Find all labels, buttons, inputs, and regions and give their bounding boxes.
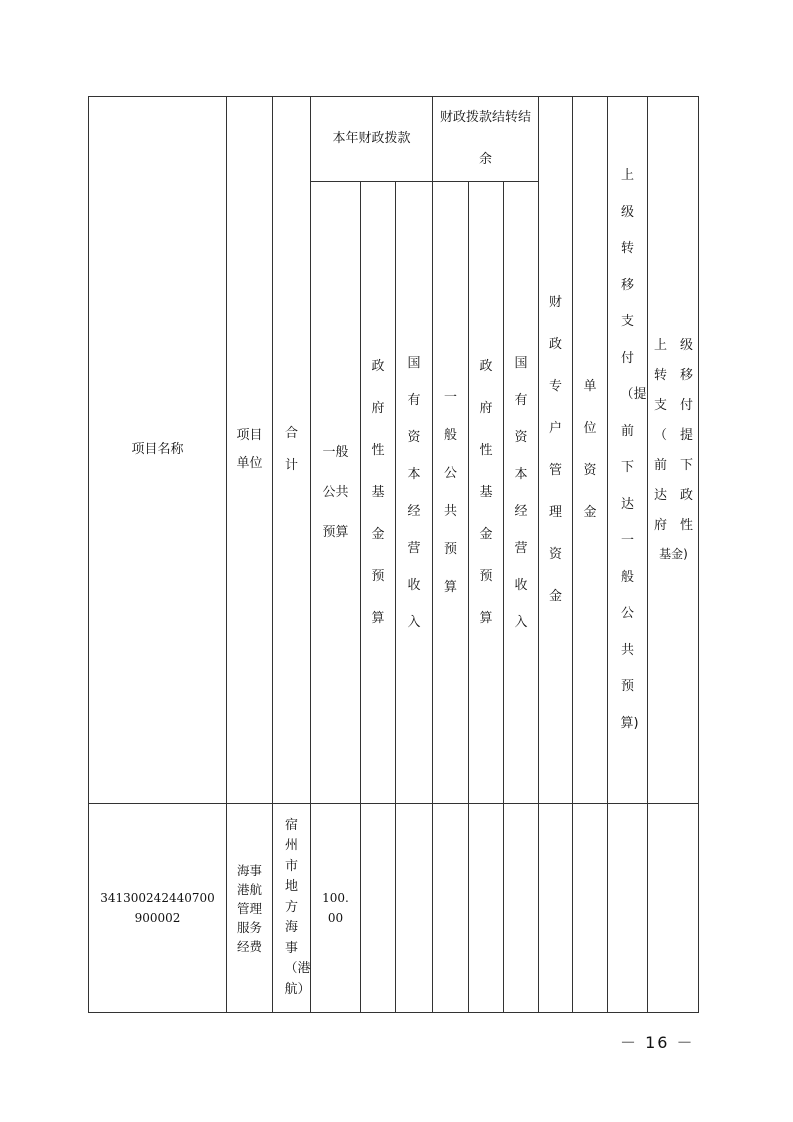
header-transfer-fund bbox=[648, 97, 699, 803]
header-transfer-fund-last: 基金) bbox=[659, 547, 688, 561]
header-unit-funds: 单位资金 bbox=[583, 379, 597, 520]
header-total bbox=[273, 97, 310, 803]
header-transfer-general: 上级转移支付（提前下达一般公共预算) bbox=[620, 168, 647, 731]
header-general-public-budget-text: 一般公共预算 bbox=[322, 444, 349, 540]
header-total-text: 合计 bbox=[284, 426, 298, 473]
page-number: － 16 － bbox=[620, 1033, 695, 1052]
table-row-total-unit: 宿州市地方海事（港航） bbox=[284, 817, 311, 997]
header-project-name: 项目名称 bbox=[131, 442, 184, 457]
table-row-amount: 100.00 bbox=[322, 891, 349, 925]
header-gov-fund-budget: 政府性基金预算 bbox=[371, 358, 385, 626]
header-carry-gov-fund: 政府性基金预算 bbox=[479, 358, 493, 626]
table-row-project-name: 341300242440700900002 bbox=[100, 891, 215, 925]
header-special-account: 财政专户管理资金 bbox=[548, 295, 562, 604]
header-project-unit-text: 项目单位 bbox=[236, 428, 263, 471]
header-transfer-fund-grid: 上 级 转 移 支 付 （ 提 前 下 达 政 府 性 bbox=[653, 338, 693, 533]
header-carryover-group bbox=[433, 97, 538, 181]
header-project-unit bbox=[227, 97, 272, 803]
header-current-year-group: 本年财政拨款 bbox=[332, 131, 411, 146]
table-row-project-unit: 海事港航管理服务经费 bbox=[236, 862, 262, 954]
header-state-capital-income: 国有资本经营收入 bbox=[407, 355, 421, 630]
header-carry-general-public: 一般公共预算 bbox=[443, 389, 457, 595]
header-carry-state-capital: 国有资本经营收入 bbox=[514, 355, 528, 630]
header-carryover-text: 财政拨款结转结余 bbox=[439, 110, 531, 167]
header-general-public-budget bbox=[311, 182, 360, 803]
